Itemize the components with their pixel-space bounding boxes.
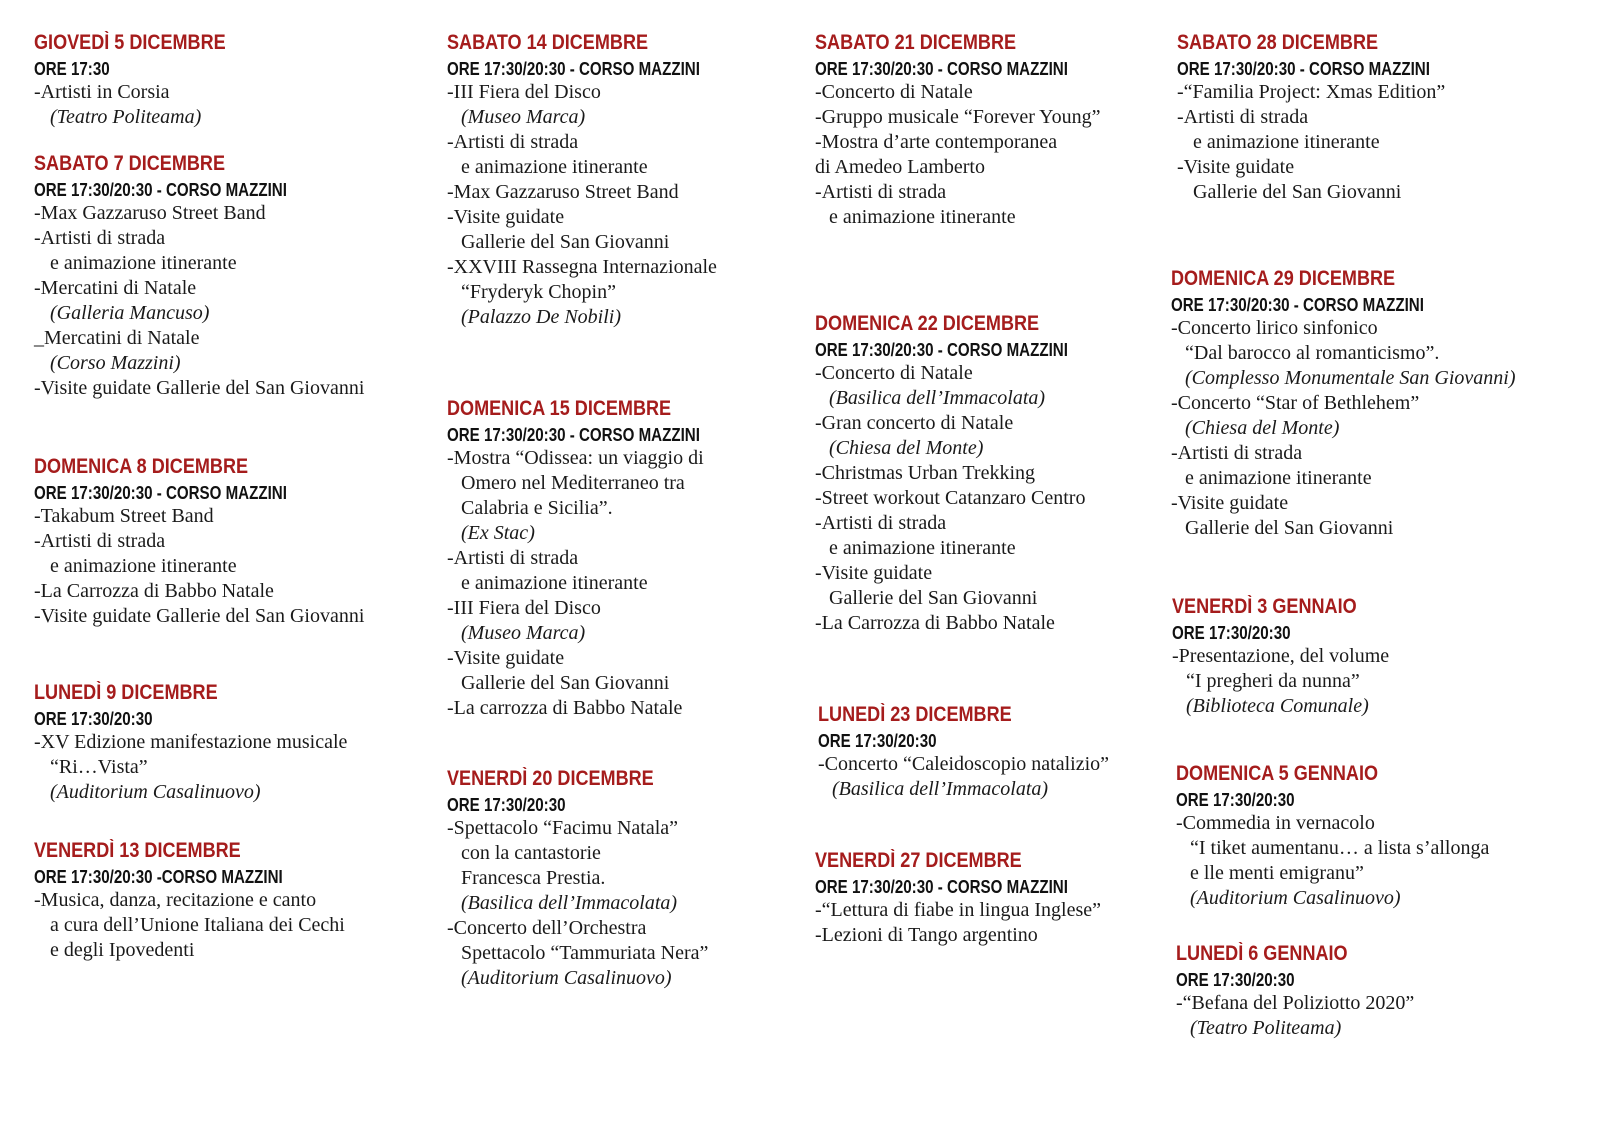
- event-date-heading: DOMENICA 15 DICEMBRE: [447, 397, 672, 420]
- event-venue: (Auditorium Casalinuovo): [461, 967, 672, 989]
- event-date-heading: LUNEDÌ 23 DICEMBRE: [818, 703, 1012, 726]
- event-item: -XV Edizione manifestazione musicale: [34, 731, 348, 753]
- event-block: [1176, 761, 1489, 911]
- event-time: ORE 17:30/20:30 - CORSO MAZZINI: [1177, 59, 1430, 79]
- event-venue: (Auditorium Casalinuovo): [50, 781, 261, 803]
- event-block: [447, 396, 748, 721]
- event-item: -Gruppo musicale “Forever Young”: [815, 106, 1101, 128]
- event-venue: (Museo Marca): [461, 106, 586, 128]
- event-time: ORE 17:30/20:30 - CORSO MAZZINI: [34, 180, 287, 200]
- event-block: [815, 848, 1116, 948]
- event-item: -“Familia Project: Xmas Edition”: [1177, 81, 1446, 103]
- event-venue: (Galleria Mancuso): [50, 302, 210, 324]
- event-block: [818, 702, 1109, 802]
- event-item: -Max Gazzaruso Street Band: [34, 202, 266, 224]
- event-block: [34, 151, 364, 401]
- event-item: -Mercatini di Natale: [34, 277, 197, 299]
- event-date-heading: VENERDÌ 3 GENNAIO: [1172, 595, 1357, 618]
- event-item: e animazione itinerante: [829, 537, 1016, 559]
- event-date-heading: LUNEDÌ 9 DICEMBRE: [34, 681, 218, 704]
- event-item: e degli Ipovedenti: [50, 939, 195, 961]
- event-venue: (Teatro Politeama): [1190, 1017, 1342, 1039]
- event-item: -Concerto lirico sinfonico: [1171, 317, 1378, 339]
- event-item: e animazione itinerante: [1193, 131, 1380, 153]
- event-item: -Mostra d’arte contemporanea: [815, 131, 1058, 153]
- event-time: ORE 17:30/20:30: [1172, 623, 1291, 643]
- event-item: Omero nel Mediterraneo tra: [461, 472, 685, 494]
- event-venue: (Corso Mazzini): [50, 352, 181, 374]
- event-item: di Amedeo Lamberto: [815, 156, 985, 178]
- event-date-heading: GIOVEDÌ 5 DICEMBRE: [34, 31, 226, 54]
- event-item: e lle menti emigranu”: [1190, 862, 1364, 884]
- event-time: ORE 17:30/20:30 -CORSO MAZZINI: [34, 867, 283, 887]
- event-time: ORE 17:30/20:30: [1176, 790, 1295, 810]
- event-date-heading: DOMENICA 8 DICEMBRE: [34, 455, 249, 478]
- event-item: -Lezioni di Tango argentino: [815, 924, 1038, 946]
- event-item: con la cantastorie: [461, 842, 601, 864]
- event-date-heading: SABATO 28 DICEMBRE: [1177, 31, 1379, 54]
- event-item: Calabria e Sicilia”.: [461, 497, 613, 519]
- event-block: [1177, 30, 1478, 205]
- event-date-heading: SABATO 21 DICEMBRE: [815, 31, 1017, 54]
- event-time: ORE 17:30/20:30 - CORSO MAZZINI: [815, 340, 1068, 360]
- event-date-heading: SABATO 14 DICEMBRE: [447, 31, 649, 54]
- event-block: [815, 30, 1116, 230]
- event-item: -Commedia in vernacolo: [1176, 812, 1375, 834]
- event-item: -Gran concerto di Natale: [815, 412, 1014, 434]
- event-block: [1176, 941, 1414, 1041]
- event-venue: (Complesso Monumentale San Giovanni): [1185, 367, 1516, 389]
- event-venue: (Chiesa del Monte): [829, 437, 984, 459]
- event-item: -“Befana del Poliziotto 2020”: [1176, 992, 1415, 1014]
- event-time: ORE 17:30/20:30: [447, 795, 566, 815]
- event-date-heading: VENERDÌ 20 DICEMBRE: [447, 767, 654, 790]
- event-item: -Visite guidate Gallerie del San Giovanni: [34, 605, 365, 627]
- event-item: e animazione itinerante: [461, 156, 648, 178]
- event-item: -III Fiera del Disco: [447, 597, 601, 619]
- event-item: -Artisti di strada: [1171, 442, 1303, 464]
- event-item: -La Carrozza di Babbo Natale: [34, 580, 274, 602]
- event-item: -Artisti di strada: [34, 530, 166, 552]
- event-item: -La carrozza di Babbo Natale: [447, 697, 683, 719]
- event-item: -Artisti di strada: [1177, 106, 1309, 128]
- event-item: -Street workout Catanzaro Centro: [815, 487, 1086, 509]
- event-item: “Ri…Vista”: [50, 756, 148, 778]
- event-item: -Spettacolo “Facimu Natala”: [447, 817, 679, 839]
- event-item: e animazione itinerante: [50, 555, 237, 577]
- event-item: -Takabum Street Band: [34, 505, 214, 527]
- event-time: ORE 17:30/20:30 - CORSO MAZZINI: [447, 59, 700, 79]
- event-time: ORE 17:30/20:30: [34, 709, 153, 729]
- event-item: “Dal barocco al romanticismo”.: [1185, 342, 1440, 364]
- event-block: [1172, 594, 1389, 719]
- event-item: e animazione itinerante: [1185, 467, 1372, 489]
- event-item: -Visite guidate: [1177, 156, 1295, 178]
- event-time: ORE 17:30/20:30 - CORSO MAZZINI: [815, 877, 1068, 897]
- event-date-heading: DOMENICA 22 DICEMBRE: [815, 312, 1040, 335]
- event-item: e animazione itinerante: [461, 572, 648, 594]
- event-date-heading: LUNEDÌ 6 GENNAIO: [1176, 942, 1348, 965]
- event-venue: (Museo Marca): [461, 622, 586, 644]
- event-time: ORE 17:30/20:30 - CORSO MAZZINI: [815, 59, 1068, 79]
- event-item: -Artisti di strada: [815, 181, 947, 203]
- event-venue: (Basilica dell’Immacolata): [461, 892, 678, 914]
- event-item: -Christmas Urban Trekking: [815, 462, 1035, 484]
- event-date-heading: SABATO 7 DICEMBRE: [34, 152, 226, 175]
- event-item: _Mercatini di Natale: [34, 327, 200, 349]
- event-item: Gallerie del San Giovanni: [829, 587, 1038, 609]
- event-item: -Concerto “Caleidoscopio natalizio”: [818, 753, 1110, 775]
- event-time: ORE 17:30/20:30: [1176, 970, 1295, 990]
- event-item: -Artisti di strada: [447, 131, 579, 153]
- event-item: -La Carrozza di Babbo Natale: [815, 612, 1055, 634]
- event-item: -“Lettura di fiabe in lingua Inglese”: [815, 899, 1101, 921]
- event-item: -Artisti di strada: [34, 227, 166, 249]
- event-item: -Presentazione, del volume: [1172, 645, 1390, 667]
- event-item: Gallerie del San Giovanni: [1185, 517, 1394, 539]
- event-date-heading: VENERDÌ 27 DICEMBRE: [815, 849, 1022, 872]
- event-item: -Mostra “Odissea: un viaggio di: [447, 447, 704, 469]
- event-item: “I pregheri da nunna”: [1186, 670, 1360, 692]
- event-item: Gallerie del San Giovanni: [461, 672, 670, 694]
- event-item: “Fryderyk Chopin”: [461, 281, 616, 303]
- event-item: -III Fiera del Disco: [447, 81, 601, 103]
- event-item: a cura dell’Unione Italiana dei Cechi: [50, 914, 345, 936]
- event-venue: (Palazzo De Nobili): [461, 306, 621, 328]
- event-block: [1171, 266, 1516, 541]
- event-item: “I tiket aumentanu… a lista s’allonga: [1190, 837, 1490, 859]
- event-item: -Max Gazzaruso Street Band: [447, 181, 679, 203]
- event-time: ORE 17:30/20:30 - CORSO MAZZINI: [34, 483, 287, 503]
- event-block: [447, 30, 748, 330]
- event-block: [34, 454, 364, 629]
- event-item: -Artisti di strada: [815, 512, 947, 534]
- event-venue: (Basilica dell’Immacolata): [829, 387, 1046, 409]
- event-date-heading: DOMENICA 5 GENNAIO: [1176, 762, 1379, 785]
- event-item: -Concerto di Natale: [815, 81, 973, 103]
- event-block: [447, 766, 708, 991]
- event-item: Gallerie del San Giovanni: [1193, 181, 1402, 203]
- event-item: -Visite guidate: [815, 562, 933, 584]
- event-time: ORE 17:30/20:30: [818, 731, 937, 751]
- event-item: Francesca Prestia.: [461, 867, 606, 889]
- event-item: -Visite guidate Gallerie del San Giovanni: [34, 377, 365, 399]
- event-time: ORE 17:30/20:30 - CORSO MAZZINI: [447, 425, 700, 445]
- event-item: -Artisti in Corsia: [34, 81, 170, 103]
- event-block: [34, 680, 347, 805]
- event-item: Spettacolo “Tammuriata Nera”: [461, 942, 709, 964]
- event-item: -Musica, danza, recitazione e canto: [34, 889, 317, 911]
- event-item: -Visite guidate: [447, 647, 565, 669]
- event-venue: (Ex Stac): [461, 522, 535, 544]
- event-venue: (Auditorium Casalinuovo): [1190, 887, 1401, 909]
- event-item: -Concerto “Star of Bethlehem”: [1171, 392, 1420, 414]
- event-item: -Concerto dell’Orchestra: [447, 917, 647, 939]
- event-venue: (Biblioteca Comunale): [1186, 695, 1369, 717]
- event-item: e animazione itinerante: [50, 252, 237, 274]
- event-item: e animazione itinerante: [829, 206, 1016, 228]
- event-item: -Visite guidate: [1171, 492, 1289, 514]
- event-date-heading: DOMENICA 29 DICEMBRE: [1171, 267, 1396, 290]
- event-item: -Concerto di Natale: [815, 362, 973, 384]
- event-item: -XXVIII Rassegna Internazionale: [447, 256, 717, 278]
- event-item: Gallerie del San Giovanni: [461, 231, 670, 253]
- event-time: ORE 17:30/20:30 - CORSO MAZZINI: [1171, 295, 1424, 315]
- event-item: -Visite guidate: [447, 206, 565, 228]
- event-date-heading: VENERDÌ 13 DICEMBRE: [34, 839, 241, 862]
- event-item: -Artisti di strada: [447, 547, 579, 569]
- event-venue: (Teatro Politeama): [50, 106, 202, 128]
- event-venue: (Chiesa del Monte): [1185, 417, 1340, 439]
- event-block: [815, 311, 1116, 636]
- event-block: [34, 838, 345, 963]
- event-time: ORE 17:30: [34, 59, 110, 79]
- event-venue: (Basilica dell’Immacolata): [832, 778, 1049, 800]
- event-block: [34, 30, 257, 130]
